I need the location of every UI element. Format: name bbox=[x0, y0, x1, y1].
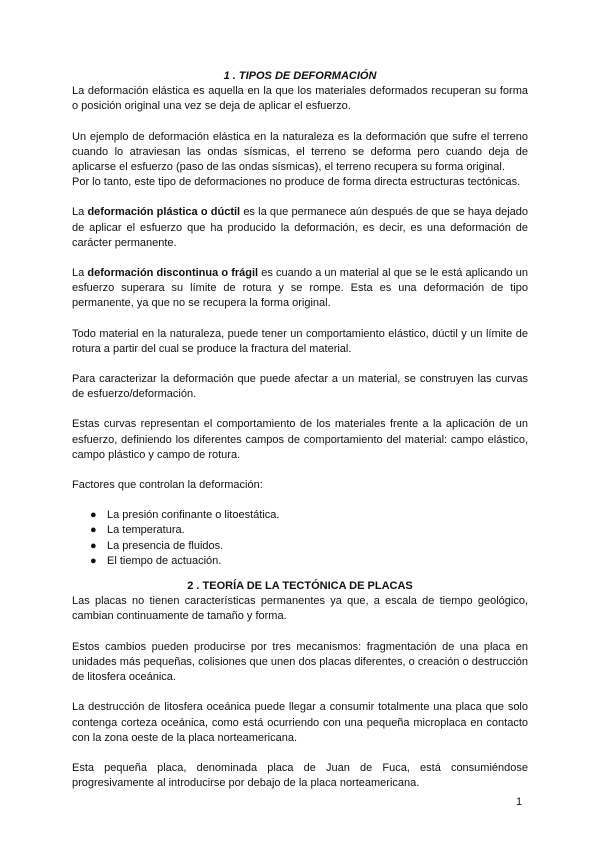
spacer bbox=[72, 685, 528, 700]
section-1-title: 1 . TIPOS DE DEFORMACIÓN bbox=[223, 70, 377, 82]
bullet-icon: ● bbox=[90, 539, 97, 552]
bullet-icon: ● bbox=[90, 554, 97, 567]
paragraph-curves-intro: Para caracterizar la deformación que puede afectar a un material, se construyen las curvas de esfuerzo/deformación. bbox=[72, 373, 528, 401]
bold-term-plastic: deformación plástica o dúctil bbox=[87, 206, 241, 219]
list-item bbox=[90, 508, 528, 523]
page-number: 1 bbox=[516, 796, 523, 808]
spacer bbox=[72, 115, 528, 130]
spacer bbox=[72, 357, 528, 372]
list-item-text: La presencia de fluidos. bbox=[107, 539, 224, 552]
page-content bbox=[72, 69, 528, 791]
spacer bbox=[72, 190, 528, 205]
paragraph-material-behavior: Todo material en la naturaleza, puede tener un comportamiento elástico, dúctil y un límite de rotura a partir del cual se produce la fractura del material. bbox=[72, 327, 528, 355]
spacer bbox=[72, 625, 528, 640]
text-run: es cuando a un material al que se le está aplicando un esfuerzo superara su límite de rotura y se rompe. Esta es una deformación de tipo permanente, ya que no se recupera la forma original. bbox=[72, 267, 528, 310]
text-run: La bbox=[72, 206, 88, 219]
factors-list bbox=[72, 508, 528, 569]
spacer bbox=[72, 312, 528, 327]
bold-term-fragile: deformación discontinua o frágil bbox=[87, 267, 259, 280]
spacer bbox=[72, 746, 528, 761]
list-item-text: La presión confinante o litoestática. bbox=[107, 509, 280, 522]
paragraph-fragile bbox=[72, 266, 528, 312]
spacer bbox=[72, 463, 528, 478]
list-item bbox=[90, 539, 528, 554]
list-item-text: La temperatura. bbox=[107, 524, 185, 537]
paragraph-elastic-conclusion: Por lo tanto, este tipo de deformaciones no produce de forma directa estructuras tectónicas. bbox=[72, 176, 521, 189]
paragraph-plates-change: Las placas no tienen características permanentes ya que, a escala de tiempo geológico, cambian continuamente de tamaño y forma. bbox=[72, 595, 528, 623]
paragraph-mechanisms: Estos cambios pueden producirse por tres mecanismos: fragmentación de una placa en unidades más pequeñas, colisiones que unen dos placas diferentes, o creación o destrucción de litosfera oceánica. bbox=[72, 640, 528, 684]
list-item bbox=[90, 554, 528, 569]
paragraph-elastic-definition: La deformación elástica es aquella en la que los materiales deformados recuperan su forma o posición original una vez se deja de aplicar el esfuerzo. bbox=[72, 85, 528, 113]
spacer bbox=[72, 251, 528, 266]
text-run: es la que permanece aún después de que se haya dejado de aplicar el esfuerzo que ha producido la deformación, es decir, es una deformación de carácter permanente. bbox=[72, 206, 528, 249]
paragraph-factors-heading: Factores que controlan la deformación: bbox=[72, 479, 263, 492]
paragraph-elastic-example: Un ejemplo de deformación elástica en la naturaleza es la deformación que sufre el terreno cuando lo atraviesan las ondas sísmicas, el terreno se deforma pero cuando deja de aplicarse el esfuerzo (paso de las ondas sísmicas), el terreno recupera su forma original. bbox=[72, 130, 528, 174]
list-item bbox=[90, 523, 528, 538]
section-2-title: 2 . TEORÍA DE LA TECTÓNICA DE PLACAS bbox=[187, 580, 413, 593]
paragraph-juan-de-fuca: Esta pequeña placa, denominada placa de Juan de Fuca, está consumiéndose progresivamente al introducirse por debajo de la placa norteamericana. bbox=[72, 761, 528, 790]
bullet-icon: ● bbox=[90, 524, 97, 537]
paragraph-oceanic-destruction: La destrucción de litosfera oceánica puede llegar a consumir totalmente una placa que solo contenga corteza oceánica, como está ocurriendo con una pequeña microplaca en contacto con la zona oeste de la placa norteamericana. bbox=[72, 701, 528, 744]
spacer bbox=[72, 493, 528, 508]
paragraph-curves-description: Estas curvas representan el comportamiento de los materiales frente a la aplicación de un esfuerzo, definiendo los diferentes campos de comportamiento del material: campo elástico, campo plástico y campo de rotura. bbox=[72, 418, 528, 461]
spacer bbox=[72, 402, 528, 417]
bullet-icon: ● bbox=[90, 509, 97, 522]
text-run: La bbox=[72, 267, 88, 280]
list-item-text: El tiempo de actuación. bbox=[107, 554, 222, 567]
paragraph-plastic bbox=[72, 205, 528, 251]
